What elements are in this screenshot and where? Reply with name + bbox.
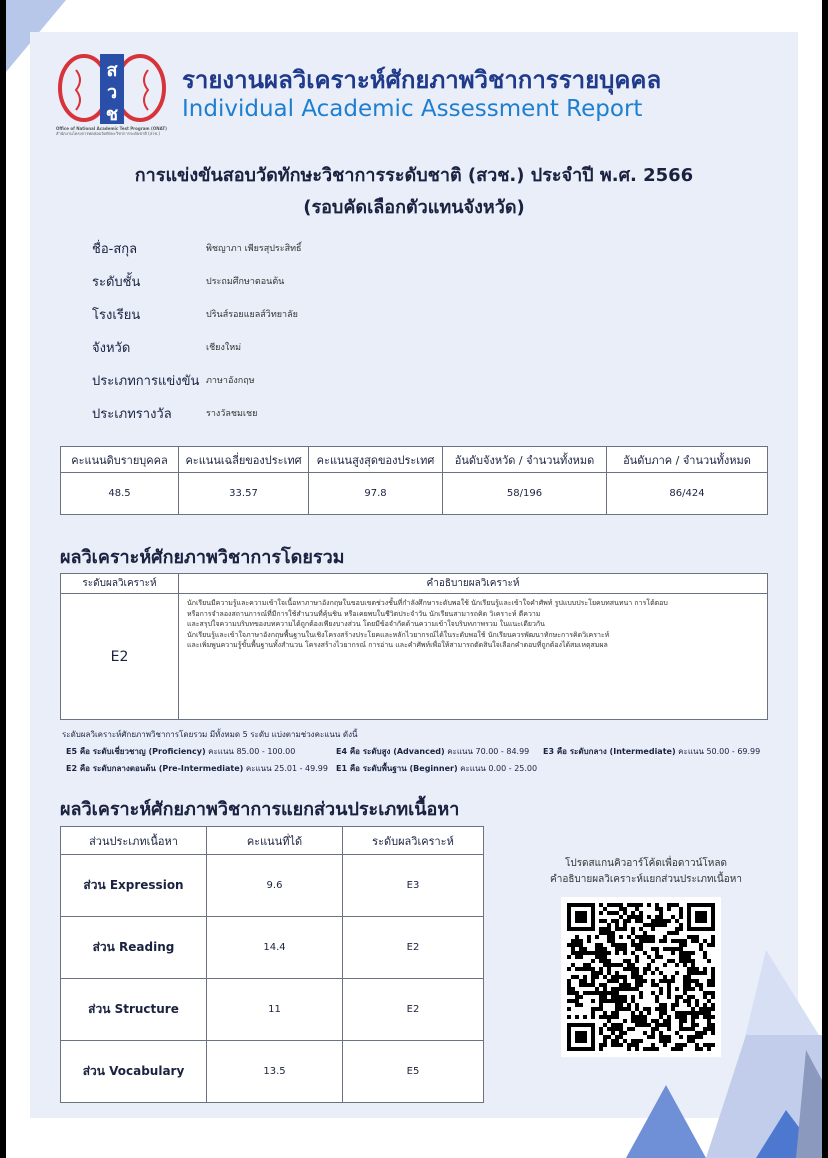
content-header-score: คะแนนที่ได้ [207, 827, 343, 855]
level-e5-range: คะแนน 85.00 - 100.00 [208, 747, 296, 756]
score-region-rank: 86/424 [607, 473, 768, 515]
info-value-grade: ประถมศึกษาตอนต้น [206, 277, 285, 287]
info-value-name: พิชญาภา เพียรสุประสิทธิ์ [206, 244, 302, 254]
content-part-score: 14.4 [207, 917, 343, 979]
info-value-province: เชียงใหม่ [206, 343, 242, 353]
score-value-row [61, 473, 768, 515]
overall-level: E2 [61, 594, 179, 720]
level-e1 [336, 762, 537, 775]
overall-analysis-table [60, 573, 768, 720]
content-section-title: ผลวิเคราะห์ศักยภาพวิชาการแยกส่วนประเภทเนื้อหา [60, 799, 460, 820]
level-e4-label: E4 คือ ระดับสูง (Advanced) [336, 747, 445, 756]
desc-line: และสรุปใจความบริบทของบทความได้ถูกต้องเพียงบางส่วน โดยมีข้อจำกัดด้านความเข้าใจบริบทภาพรวม ในแนะเดียวกัน [187, 620, 545, 628]
report-title-th: รายงานผลวิเคราะห์ศักยภาพวิชาการรายบุคคล [182, 66, 662, 94]
content-part-score: 11 [207, 979, 343, 1041]
score-header-national-max: คะแนนสูงสุดของประเทศ [309, 447, 443, 473]
content-part-score: 9.6 [207, 855, 343, 917]
table-row [61, 917, 484, 979]
content-part-level: E3 [343, 855, 484, 917]
score-header-region-rank: อันดับภาค / จำนวนทั้งหมด [607, 447, 768, 473]
level-e2-range: คะแนน 25.01 - 49.99 [245, 764, 328, 773]
score-province-rank: 58/196 [443, 473, 607, 515]
desc-line: นักเรียนมีความรู้และความเข้าใจเนื้อหาภาษาอังกฤษในขอบเขตช่วงชั้นที่กำลังศึกษาระดับพอใช้ นักเรียนรู้และเข้าใจคำศัพท์ รูปแบบประโยคบทสนทนา การโต้ตอบ [187, 599, 668, 607]
content-header-part: ส่วนประเภทเนื้อหา [61, 827, 207, 855]
info-value-competition-type: ภาษาอังกฤษ [206, 376, 255, 386]
overall-header-desc: คำอธิบายผลวิเคราะห์ [179, 574, 768, 594]
level-e2 [66, 762, 328, 775]
score-header-national-avg: คะแนนเฉลี่ยของประเทศ [179, 447, 309, 473]
qr-instruction-line2: คำอธิบายผลวิเคราะห์แยกส่วนประเภทเนื้อหา [550, 874, 742, 885]
overall-description [179, 594, 768, 720]
level-e5-label: E5 คือ ระดับเชี่ยวชาญ (Proficiency) [66, 747, 206, 756]
score-raw: 48.5 [61, 473, 179, 515]
info-label-school: โรงเรียน [92, 308, 141, 323]
score-national-max: 97.8 [309, 473, 443, 515]
level-e3-label: E3 คือ ระดับกลาง (Intermediate) [543, 747, 676, 756]
qr-instruction [536, 856, 756, 888]
level-e5 [66, 745, 295, 758]
content-header-row [61, 827, 484, 855]
info-label-award-type: ประเภทรางวัล [92, 407, 172, 422]
logo-caption-th: สำนักงานโครงการทดสอบวัดทักษะวิชาการระดับชาติ (สวช.) [56, 131, 160, 136]
svg-text:ส: ส [106, 60, 118, 81]
overall-value-row [61, 594, 768, 720]
table-row [61, 979, 484, 1041]
info-value-school: ปรินส์รอยแยลส์วิทยาลัย [206, 310, 298, 320]
content-analysis-table [60, 826, 484, 1103]
content-part-name: ส่วน Vocabulary [61, 1041, 207, 1103]
qr-instruction-line1: โปรดสแกนคิวอาร์โค้ดเพื่อดาวน์โหลด [564, 858, 728, 869]
level-e3-range: คะแนน 50.00 - 69.99 [678, 747, 761, 756]
level-e1-range: คะแนน 0.00 - 25.00 [460, 764, 538, 773]
content-part-name: ส่วน Expression [61, 855, 207, 917]
desc-line: นักเรียนรู้และเข้าใจภาษาอังกฤษพื้นฐานในเชิงโครงสร้างประโยคและหลักไวยากรณ์ได้ในระดับพอใช้ นักเรียนควรพัฒนาทักษะการคิดวิเคราะห์ [187, 630, 610, 639]
report-title-en: Individual Academic Assessment Report [182, 96, 643, 122]
desc-line: และเพิ่มพูนความรู้ขั้นพื้นฐานทั้งสำนวน โครงสร้างไวยากรณ์ การอ่าน และคำศัพท์เพื่อให้สามารถตัดสินใจเลือกคำตอบที่ถูกต้องได้สมเหตุสมผล [187, 641, 608, 649]
level-e3 [543, 745, 760, 758]
overall-header-level: ระดับผลวิเคราะห์ [61, 574, 179, 594]
logo-caption [56, 126, 186, 136]
level-e2-label: E2 คือ ระดับกลางตอนต้น (Pre-Intermediate) [66, 764, 244, 773]
content-part-name: ส่วน Reading [61, 917, 207, 979]
competition-title: การแข่งขันสอบวัดทักษะวิชาการระดับชาติ (สวช.) ประจำปี พ.ศ. 2566 [134, 165, 694, 186]
content-part-level: E2 [343, 917, 484, 979]
svg-text:ช: ช [105, 104, 119, 125]
content-header-level: ระดับผลวิเคราะห์ [343, 827, 484, 855]
content-part-score: 13.5 [207, 1041, 343, 1103]
svg-text:ว: ว [106, 82, 118, 103]
level-e1-label: E1 คือ ระดับพื้นฐาน (Beginner) [336, 764, 458, 773]
score-header-raw: คะแนนดิบรายบุคคล [61, 447, 179, 473]
content-part-name: ส่วน Structure [61, 979, 207, 1041]
competition-round: (รอบคัดเลือกตัวแทนจังหวัด) [303, 197, 525, 218]
content-part-level: E2 [343, 979, 484, 1041]
logo-caption-en: Office of National Academic Test Program (ONAT) [56, 126, 167, 131]
table-row [61, 855, 484, 917]
score-header-row [61, 447, 768, 473]
overall-header-row [61, 574, 768, 594]
table-row [61, 1041, 484, 1103]
info-label-grade: ระดับชั้น [92, 275, 141, 290]
overall-section-title: ผลวิเคราะห์ศักยภาพวิชาการโดยรวม [60, 547, 345, 568]
info-label-name: ชื่อ-สกุล [92, 242, 138, 257]
info-value-award-type: รางวัลชมเชย [206, 409, 258, 419]
score-national-avg: 33.57 [179, 473, 309, 515]
score-header-province-rank: อันดับจังหวัด / จำนวนทั้งหมด [443, 447, 607, 473]
level-e4 [336, 745, 529, 758]
qr-code-graphic [567, 903, 715, 1051]
content-part-level: E5 [343, 1041, 484, 1103]
report-page [6, 0, 822, 1158]
score-summary-table [60, 446, 768, 515]
info-label-province: จังหวัด [92, 341, 131, 356]
level-e4-range: คะแนน 70.00 - 84.99 [447, 747, 530, 756]
qr-code-icon[interactable] [561, 897, 721, 1057]
info-label-competition-type: ประเภทการแข่งขัน [92, 374, 200, 389]
level-note-intro: ระดับผลวิเคราะห์ศักยภาพวิชาการโดยรวม มีทั้งหมด 5 ระดับ แบ่งตามช่วงคะแนน ดังนี้ [62, 730, 358, 739]
desc-line: หรือการจำลองสถานการณ์ที่มีการใช้สำนวนที่คุ้นชิน หรือเคยพบในชีวิตประจำวัน นักเรียนสามารถคิด วิเคราะห์ ตีความ [187, 609, 541, 618]
